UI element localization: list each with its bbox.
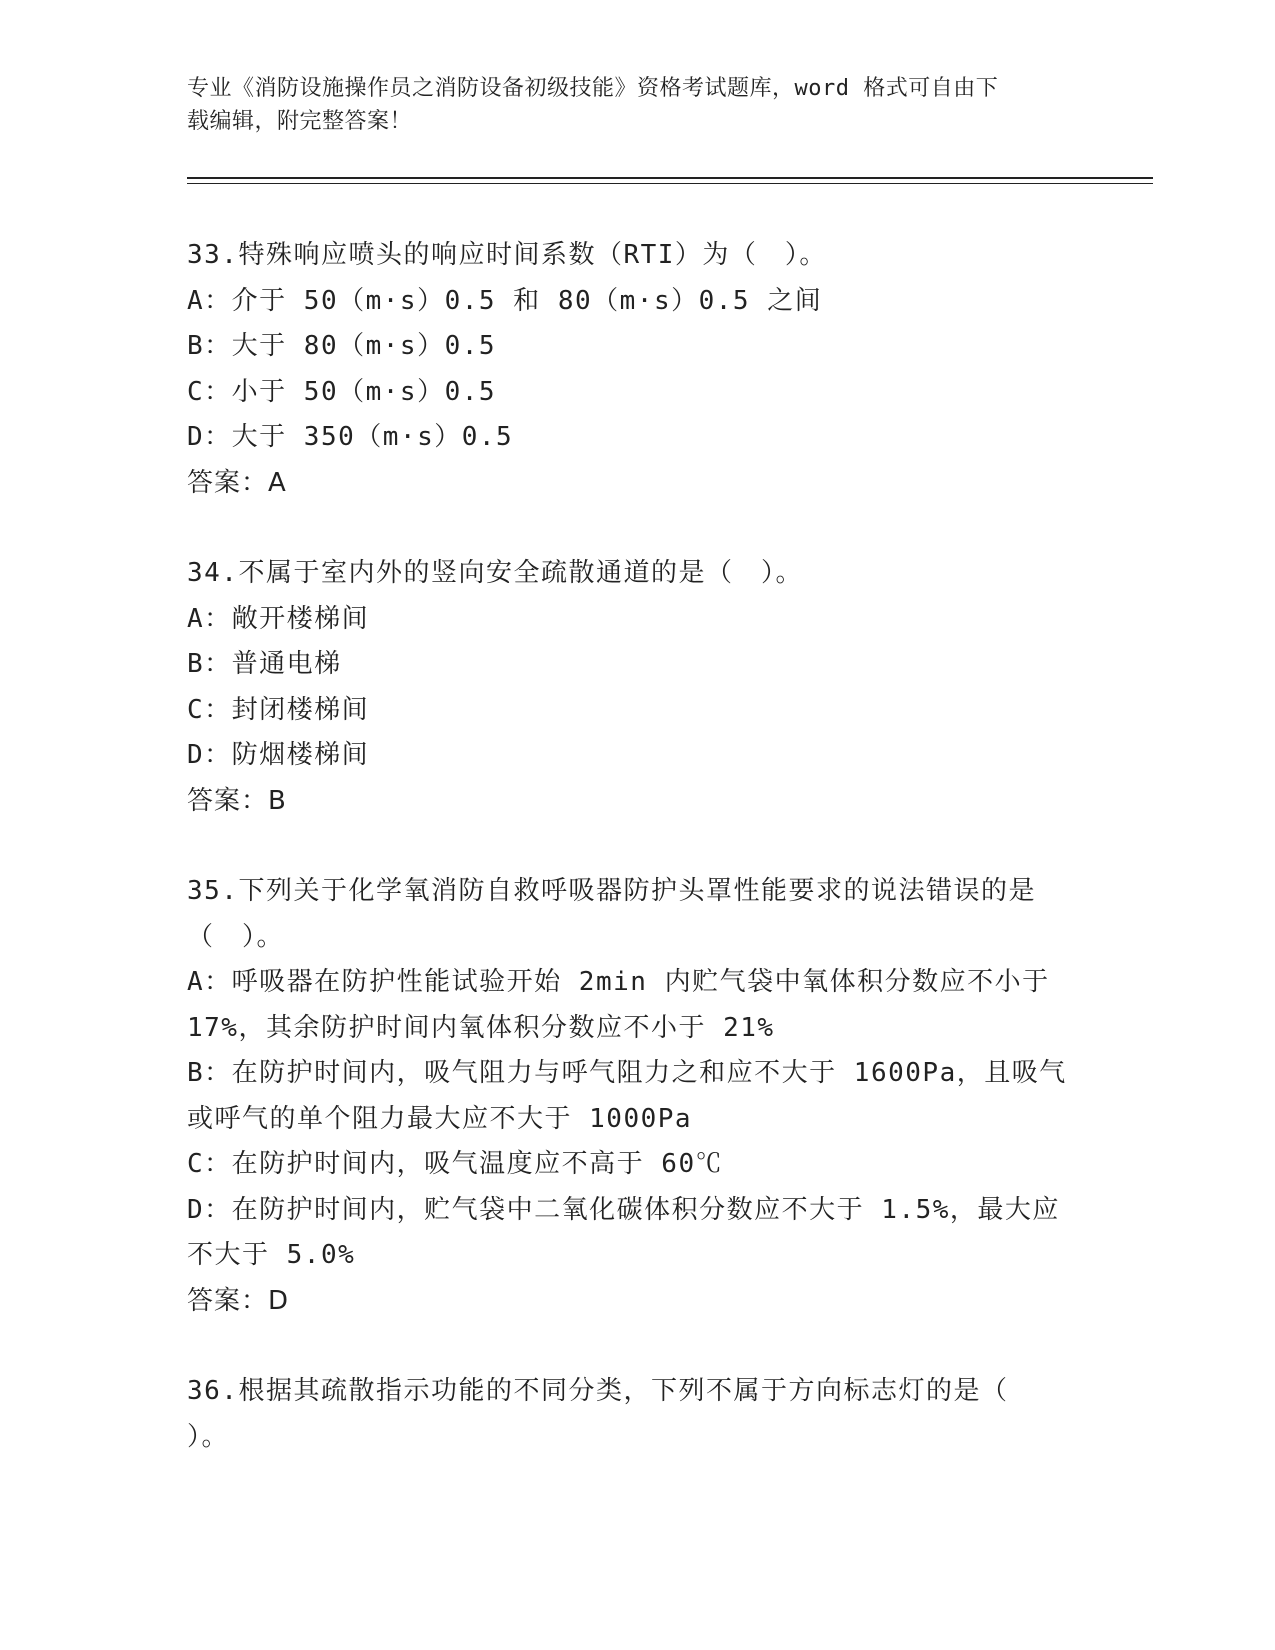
answer-option: 17%，其余防护时间内氧体积分数应不小于 21% (187, 1012, 775, 1043)
answer-option: C：封闭楼梯间 (187, 694, 370, 725)
question-stem: 36.根据其疏散指示功能的不同分类，下列不属于方向标志灯的是（ (187, 1376, 1009, 1406)
question-block (187, 1369, 1087, 1460)
answer-key: 答案：A (187, 467, 287, 498)
answer-option: B：大于 80（m·s）0.5 (187, 331, 497, 361)
answer-option: C：小于 50（m·s）0.5 (187, 376, 497, 407)
answer-option: B：在防护时间内，吸气阻力与呼气阻力之和应不大于 1600Pa，且吸气 (187, 1058, 1067, 1088)
answer-option: D：大于 350（m·s）0.5 (187, 422, 514, 452)
question-stem: 35.下列关于化学氧消防自救呼吸器防护头罩性能要求的说法错误的是 (187, 876, 1036, 906)
header-line-2: 载编辑，附完整答案！ (187, 109, 413, 134)
question-stem: ）。 (187, 1421, 230, 1452)
answer-option: D：防烟楼梯间 (187, 740, 370, 770)
question-stem: 34.不属于室内外的竖向安全疏散通道的是（ ）。 (187, 558, 803, 588)
answer-key: 答案：B (187, 785, 287, 816)
answer-key: 答案：D (187, 1285, 290, 1316)
answer-option: B：普通电梯 (187, 649, 342, 679)
answer-option: A：呼吸器在防护性能试验开始 2min 内贮气袋中氧体积分数应不小于 (187, 967, 1050, 997)
question-stem: （ ）。 (187, 921, 285, 952)
header-line-1: 专业《消防设施操作员之消防设备初级技能》资格考试题库，word 格式可自由下 (187, 76, 999, 101)
document-header (187, 72, 1087, 138)
answer-option: A：介于 50（m·s）0.5 和 80（m·s）0.5 之间 (187, 285, 823, 316)
header-divider-thin (187, 183, 1153, 184)
question-block (187, 551, 1087, 824)
answer-option: 或呼气的单个阻力最大应不大于 1000Pa (187, 1103, 693, 1134)
question-block (187, 233, 1087, 506)
header-divider-thick (187, 177, 1153, 179)
answer-option: D：在防护时间内，贮气袋中二氧化碳体积分数应不大于 1.5%，最大应 (187, 1194, 1060, 1225)
answer-option: 不大于 5.0% (187, 1240, 356, 1270)
question-list (187, 233, 1087, 1505)
question-stem: 33.特殊响应喷头的响应时间系数（RTI）为（ ）。 (187, 240, 827, 270)
answer-option: A：敞开楼梯间 (187, 603, 370, 634)
question-block (187, 869, 1087, 1324)
answer-option: C：在防护时间内，吸气温度应不高于 60℃ (187, 1149, 724, 1179)
